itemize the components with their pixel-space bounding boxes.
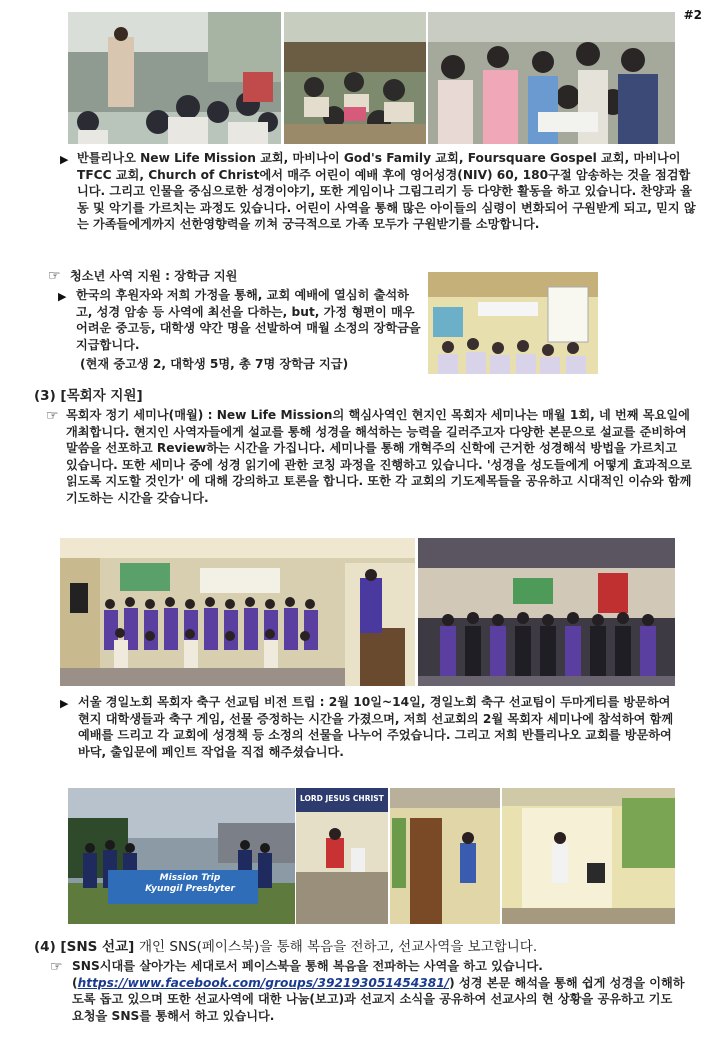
sns-heading-text: 개인 SNS(페이스북)을 통해 복음을 전하고, 선교사역을 보고합니다. <box>139 939 538 955</box>
photo-children-outdoor-class <box>68 12 281 144</box>
pointing-hand-icon: ☞ <box>46 408 59 424</box>
bullet-triangle: ▶ <box>58 290 67 303</box>
facebook-link-close: ) <box>449 975 455 990</box>
banner-line2: Kyungil Presbyter <box>145 884 235 894</box>
photo-soccer-team <box>68 788 295 924</box>
sns-paragraph-end: 성경 본문 해석을 통해 쉽게 성경을 이해하도록 돕고 있으며 또한 선교사역에 대한 나눔(보고)과 선교지 소식을 공유하여 선교사의 현 상황을 공유하고 기도 요청을 SNS를 통해서 하고 있습니다. <box>72 975 685 1023</box>
photo-children-bible-study <box>284 12 426 144</box>
photo-painting-floor <box>296 788 388 924</box>
facebook-group-link[interactable]: https://www.facebook.com/groups/392193051454381/ <box>77 975 450 990</box>
photo-children-activity <box>428 12 675 144</box>
banner-line1: Mission Trip <box>159 873 221 883</box>
sns-heading-label: (4) [SNS 선교] <box>34 939 135 955</box>
pointing-hand-icon: ☞ <box>48 268 61 284</box>
facebook-link-open: ( <box>72 975 78 990</box>
sns-paragraph-start: SNS시대를 살아가는 세대로서 페이스북을 통해 복음을 전파하는 사역을 하고 있습니다. <box>72 959 543 973</box>
bullet-triangle: ▶ <box>60 697 69 710</box>
sns-paragraph <box>72 958 688 1024</box>
photo-painting-wall <box>502 788 675 924</box>
photo-painting-door <box>390 788 500 924</box>
photo-church-service-interior <box>428 272 598 374</box>
children-ministry-paragraph: 반틀리나오 New Life Mission 교회, 마비나이 God's Family 교회, Foursquare Gospel 교회, 마비나이 TFCC 교회, Church of Christ에서 매주 어린이 예배 후에 영어성경(NIV) 60, 180구절 암송하는 것을 점검합니다. 그리고 인물을 중심으로한 성경이야기, 또한 게임이나 그림그리기 등 다양한 활동을 하고 있습니다. 찬양과 율동 및 악기를 가르치는 과정도 있습니다. 어린이 사역을 통해 많은 아이들의 심령이 변화되어 구원받게 되고, 믿지 않는 가족들에게까지 선한영향력을 끼쳐 궁극적으로 가족 모두가 구원받기를 소망합니다. <box>77 151 696 232</box>
photo-pastor-seminar-worship <box>418 538 675 686</box>
page-number: #2 <box>683 8 702 22</box>
vision-trip-paragraph: 서울 경일노회 목회자 축구 선교팀 비전 트립 : 2월 10일~14일, 경일노회 축구 선교팀이 두마게티를 방문하여 현지 대학생들과 축구 게임, 선물 증정하는 시간을 가졌으며, 저희 선교회의 2월 목회자 세미나에 참석하여 함께 예배를 드리고 각 교회에 성경책 등 소정의 선물을 나누어 주었습니다. 그리고 저희 반틀리나오 교회를 방문하여 바닥, 출입문에 페인트 작업을 직접 해주셨습니다. <box>78 695 674 759</box>
sns-heading <box>34 935 537 955</box>
pastor-support-heading: (3) [목회자 지원] <box>34 388 143 404</box>
photo-pastor-seminar-group <box>60 538 415 686</box>
bullet-triangle: ▶ <box>60 153 69 166</box>
pastor-seminar-paragraph: 목회자 정기 세미나(매월) : New Life Mission의 핵심사역인 현지인 목회자 세미나는 매월 1회, 네 번째 목요일에 개최합니다. 현지인 사역자들에게 설교를 통해 성경을 해석하는 능력을 길러주고자 다양한 본문으로 설교를 준비하여 말씀을 선포하고 Review하는 시간을 가집니다. 세미나를 통해 개혁주의 신학에 근거한 성경해석 방법을 가르치고 있습니다. 또한 세미나 중에 성경 읽기에 관한 코칭 과정을 진행하고 있습니다. '성경을 성도들에게 어떻게 효과적으로 읽도록 지도할 것인가' 에 대해 강의하고 토론을 합니다. 또한 각 교회의 기도제목들을 공유하고 시대적인 이슈와 함께 기도하는 시간을 갖습니다. <box>66 408 692 505</box>
youth-ministry-paragraph: 한국의 후원자와 저희 가정을 통해, 교회 예배에 열심히 출석하고, 성경 암송 등 사역에 최선을 다하는, but, 가정 형편이 매우 어려운 중고등, 대학생 약간 명을 선발하여 매월 소정의 장학금을 지급합니다. <box>76 288 421 352</box>
pointing-hand-icon: ☞ <box>50 959 63 975</box>
youth-ministry-heading: 청소년 사역 지원 : 장학금 지원 <box>70 269 238 283</box>
scholarship-note: (현재 중고생 2, 대학생 5명, 총 7명 장학금 지급) <box>80 357 349 371</box>
church-sign-text: LORD JESUS CHRIST <box>300 794 384 803</box>
